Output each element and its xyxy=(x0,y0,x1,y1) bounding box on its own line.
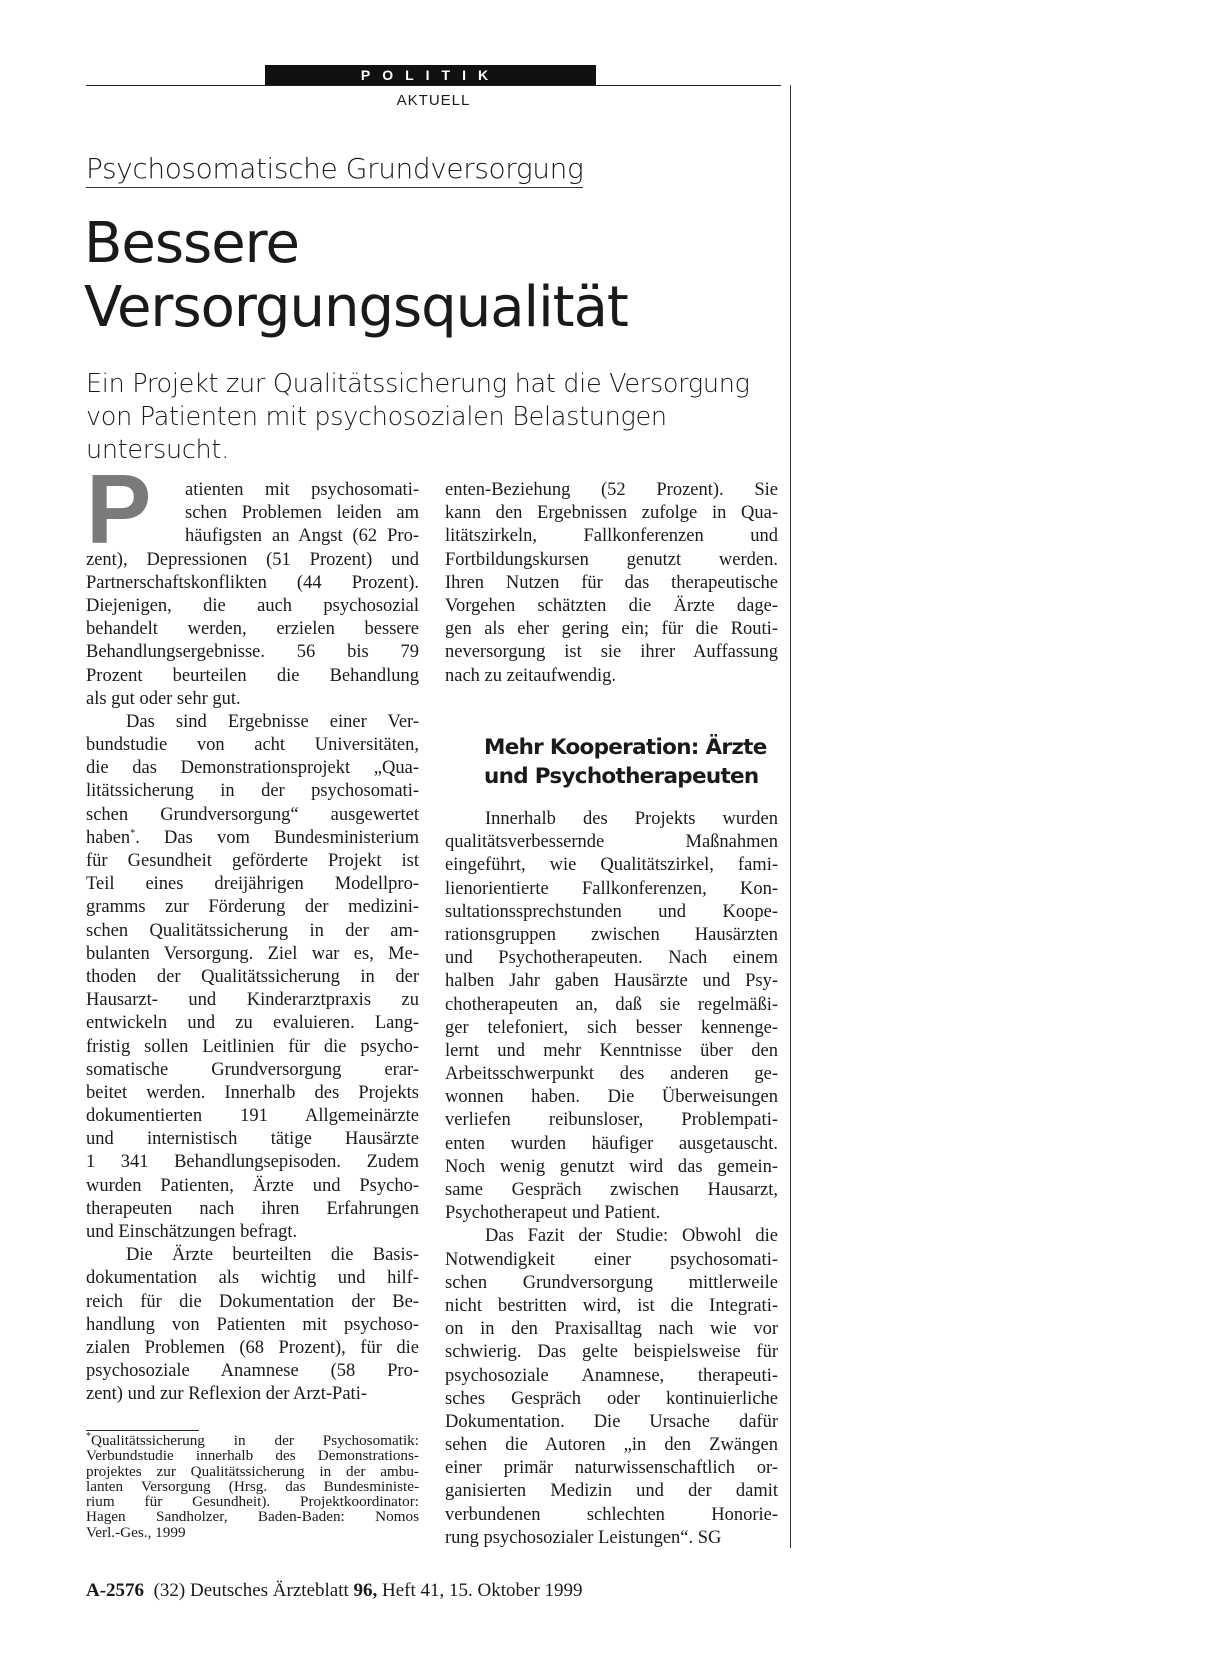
text-line: rationsgruppen zwischen Hausärzten xyxy=(445,924,778,945)
footnote-line xyxy=(86,1430,419,1449)
text-line: ger telefoniert, sich besser kennenge- xyxy=(445,1017,778,1038)
article-lead: Ein Projekt zur Qualitätssicherung hat die Versorgung von Patienten mit psychosozialen Belastungen untersucht. xyxy=(86,369,750,465)
body-column-right-bottom xyxy=(445,808,778,1550)
text-line: Partnerschaftskonflikten (44 Prozent). xyxy=(86,572,419,593)
text-line: psychosoziale Anamnese, therapeuti- xyxy=(445,1365,778,1386)
text-line: handlung von Patienten mit psychoso- xyxy=(86,1314,419,1335)
folio-journal: (32) Deutsches Ärzteblatt xyxy=(153,1580,354,1601)
text-line: neversorgung ist sie ihrer Auffassung xyxy=(445,642,778,663)
text-line: atienten mit psychosomati- xyxy=(185,480,419,500)
text-line: Innerhalb des Projekts wurden xyxy=(485,809,778,829)
text-line: beitet werden. Innerhalb des Projekts xyxy=(86,1082,419,1103)
text-line: einer primär naturwissenschaftlich or- xyxy=(445,1458,778,1479)
text-line: schwierig. Das gelte beispielsweise für xyxy=(445,1342,778,1363)
text-line: kann den Ergebnissen zufolge in Qua- xyxy=(445,503,778,524)
headline-line: Bessere xyxy=(84,211,299,276)
text-line: gen als eher gering ein; für die Routi- xyxy=(445,619,778,640)
footnote-line xyxy=(86,1479,419,1494)
footnote-line xyxy=(86,1494,419,1509)
footnote-text: Verl.-Ges., 1999 xyxy=(86,1523,186,1541)
text-line: schen Qualitätssicherung in der am- xyxy=(86,920,419,941)
text-line: same Gespräch zwischen Hausarzt, xyxy=(445,1180,778,1200)
footnote-text: Verbundstudie innerhalb des Demonstrations- xyxy=(86,1447,419,1465)
text-line: nach zu zeitaufwendig. xyxy=(445,665,617,686)
text-line: Ihren Nutzen für das therapeutische xyxy=(445,572,778,593)
subhead-line: Mehr Kooperation: Ärzte xyxy=(484,735,767,760)
text-line: eingeführt, wie Qualitätszirkel, fami- xyxy=(445,855,778,876)
page-number: A-2576 xyxy=(86,1580,145,1601)
text-line: Hausarzt- und Kinderarztpraxis zu xyxy=(86,990,419,1011)
text-line: schen Grundversorgung mittlerweile xyxy=(445,1272,778,1293)
footnote-text: projektes zur Qualitätssicherung in der ambu- xyxy=(86,1462,419,1480)
footnote-line xyxy=(86,1464,419,1479)
text-line: qualitätsverbessernde Maßnahmen xyxy=(445,832,778,853)
footnote-line xyxy=(86,1448,419,1463)
subhead-line: und Psychotherapeuten xyxy=(484,764,759,789)
text-line: und Einschätzungen befragt. xyxy=(86,1222,298,1242)
text-line: behandelt werden, erzielen bessere xyxy=(86,619,419,640)
text-line: sehen die Autoren „in den Zwängen xyxy=(445,1435,778,1456)
text-line-tail: . Das vom Bundesministerium xyxy=(135,827,419,848)
text-line: gramms zur Förderung der medizini- xyxy=(86,897,419,918)
text-line: dokumentation als wichtig und hilf- xyxy=(86,1268,419,1289)
text-line: bundstudie von acht Universitäten, xyxy=(86,735,419,756)
text-line: Psychotherapeut und Patient. xyxy=(445,1203,661,1224)
text-line: Teil eines dreijährigen Modellpro- xyxy=(86,874,419,895)
text-line: litätssicherung in der psychosomati- xyxy=(86,781,419,802)
text-line: häufigsten an Angst (62 Pro- xyxy=(185,526,419,547)
text-line: on in den Praxisalltag nach wie vor xyxy=(445,1319,778,1340)
headline-line: Versorgungsqualität xyxy=(84,275,628,340)
text-line: entwickeln und zu evaluieren. Lang- xyxy=(86,1013,419,1034)
text-line: Das Fazit der Studie: Obwohl die xyxy=(485,1226,778,1247)
text-line: Fortbildungskursen genutzt werden. xyxy=(445,549,778,570)
text-line: die das Demonstrationsprojekt „Qua- xyxy=(86,758,419,779)
text-line: Behandlungsergebnisse. 56 bis 79 xyxy=(86,642,419,663)
text-line: Die Ärzte beurteilten die Basis- xyxy=(126,1245,419,1266)
text-line: litätszirkeln, Fallkonferenzen und xyxy=(445,526,778,547)
article-headline xyxy=(84,212,628,340)
text-line: zialen Problemen (68 Prozent), für die xyxy=(86,1337,419,1358)
text-line: ganisierten Medizin und der damit xyxy=(445,1481,778,1502)
text-line: verbundenen schlechten Honorie- xyxy=(445,1504,778,1525)
text-line: therapeuten nach ihren Erfahrungen xyxy=(86,1198,419,1219)
article-kicker: Psychosomatische Grundversorgung xyxy=(86,152,583,188)
text-line: nicht bestritten wird, ist die Integrati- xyxy=(445,1295,778,1316)
text-line: halben Jahr gaben Hausärzte und Psy- xyxy=(445,971,778,992)
text-line: als gut oder sehr gut. xyxy=(86,688,241,709)
text-line: Dokumentation. Die Ursache dafür xyxy=(445,1411,778,1432)
text-line: zent), Depressionen (51 Prozent) und xyxy=(86,549,419,570)
text-line: thoden der Qualitätssicherung in der xyxy=(86,966,419,987)
section-label: POLITIK xyxy=(265,65,596,85)
footnote-text: Hagen Sandholzer, Baden-Baden: Nomos xyxy=(86,1508,419,1526)
text-line: und internistisch tätige Hausärzte xyxy=(86,1129,419,1150)
text-line: psychosoziale Anamnese (58 Pro- xyxy=(86,1361,419,1382)
text-line: Das sind Ergebnisse einer Ver- xyxy=(126,711,419,732)
footnote-marker: * xyxy=(86,1430,91,1442)
text-line: sches Gespräch oder kontinuierliche xyxy=(445,1388,778,1409)
drop-cap: P xyxy=(86,454,152,564)
text-line: Noch wenig genutzt wird das gemein- xyxy=(445,1156,778,1177)
text-line: somatische Grundversorgung erar- xyxy=(86,1059,419,1080)
body-column-left xyxy=(86,479,419,1407)
folio-volume: 96, xyxy=(353,1580,378,1601)
text-line: schen Problemen leiden am xyxy=(185,503,419,524)
text-line: Diejenigen, die auch psychosozial xyxy=(86,595,419,616)
page-footer xyxy=(86,1580,583,1602)
text-line: bulanten Versorgung. Ziel war es, Me- xyxy=(86,943,419,964)
text-line: enten wurden häufiger ausgetauscht. xyxy=(445,1133,778,1154)
text-line: enten-Beziehung (52 Prozent). Sie xyxy=(445,480,778,500)
text-line: haben*. Das vom Bundesministerium xyxy=(86,827,419,848)
footnote-text: Qualitätssicherung in der Psychosomatik: xyxy=(91,1432,419,1449)
text-line: 1 341 Behandlungsepisoden. Zudem xyxy=(86,1152,419,1173)
text-line: lernt und mehr Kenntnisse über den xyxy=(445,1040,778,1061)
header-rule xyxy=(86,85,781,86)
body-column-right-top xyxy=(445,479,778,688)
folio-issue: Heft 41, 15. Oktober 1999 xyxy=(377,1580,583,1601)
text-line: rung psychosozialer Leistungen“. SG xyxy=(445,1527,722,1548)
footnote-marker: * xyxy=(130,827,136,839)
text-line: schen Grundversorgung“ ausgewertet xyxy=(86,804,419,825)
footnote xyxy=(86,1430,419,1541)
text-line: wonnen haben. Die Überweisungen xyxy=(445,1087,778,1108)
section-subhead xyxy=(484,733,784,791)
text-line: verliefen reibunsloser, Problempati- xyxy=(445,1110,778,1131)
text-line: zent) und zur Reflexion der Arzt-Pati- xyxy=(86,1384,367,1405)
footnote-line xyxy=(86,1509,419,1524)
footnote-text: lanten Versorgung (Hrsg. das Bundesministe- xyxy=(86,1477,419,1495)
text-line: reich für die Dokumentation der Be- xyxy=(86,1291,419,1312)
text-line: dokumentierten 191 Allgemeinärzte xyxy=(86,1106,419,1127)
text-line: Arbeitsschwerpunkt des anderen ge- xyxy=(445,1064,778,1085)
text-line: fristig sollen Leitlinien für die psycho- xyxy=(86,1036,419,1057)
text-line: sultationssprechstunden und Koope- xyxy=(445,901,778,922)
text-line: und Psychotherapeuten. Nach einem xyxy=(445,948,778,969)
footnote-rule xyxy=(86,1430,199,1431)
text-line: Vorgehen schätzten die Ärzte dage- xyxy=(445,595,778,616)
footnote-line xyxy=(86,1525,419,1540)
footnote-text: rium für Gesundheit). Projektkoordinator: xyxy=(86,1493,419,1511)
text-line: Prozent beurteilen die Behandlung xyxy=(86,665,419,686)
text-line: wurden Patienten, Ärzte und Psycho- xyxy=(86,1175,419,1196)
text-line: chotherapeuten an, daß sie regelmäßi- xyxy=(445,994,778,1015)
column-rule xyxy=(790,85,791,1548)
subsection-label: AKTUELL xyxy=(396,92,471,109)
text-line: für Gesundheit geförderte Projekt ist xyxy=(86,851,419,871)
text-line: Notwendigkeit einer psychosomati- xyxy=(445,1249,778,1270)
text-line: lienorientierte Fallkonferenzen, Kon- xyxy=(445,878,778,899)
